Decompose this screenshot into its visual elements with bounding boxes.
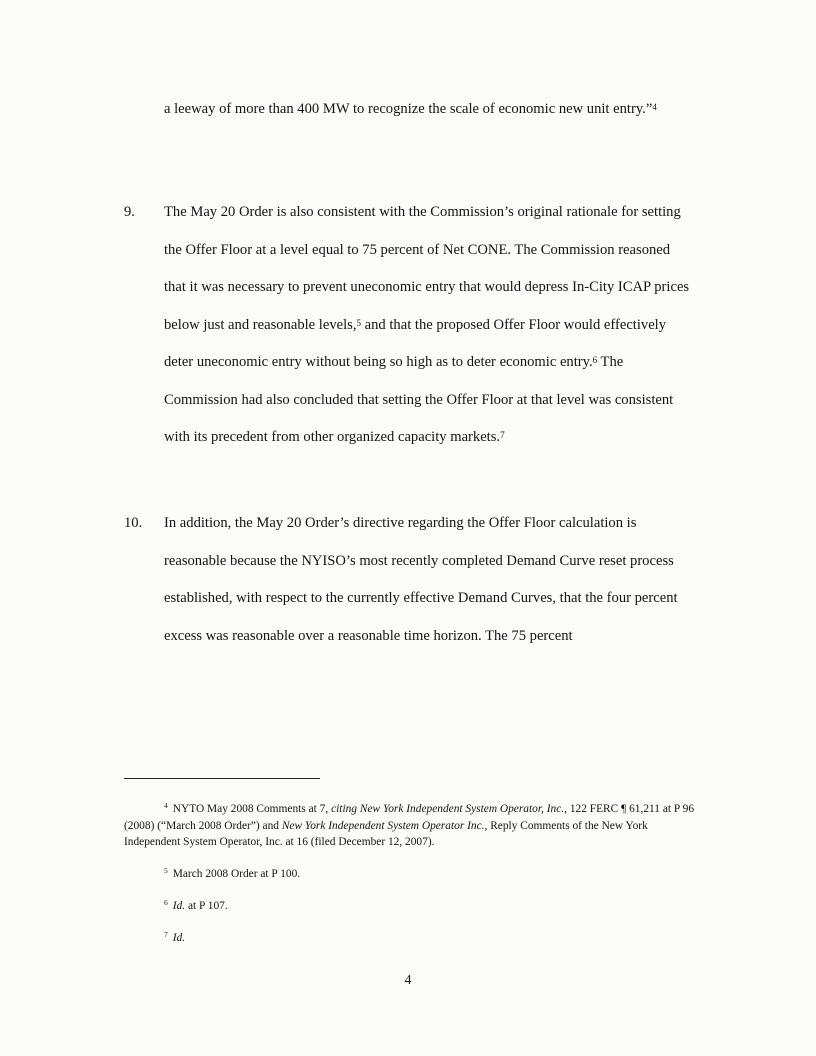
continued-quote-paragraph [124,91,694,129]
paragraph-9-text-3: The Commission had also concluded that setting the Offer Floor at that level was consistent with its precedent from other organized capacity markets. [164,354,674,445]
footnote-separator [124,778,320,779]
footnote-7-mark: 7 [164,930,168,939]
footnote-5-mark: 5 [164,866,168,875]
lead-text: a leeway of more than 400 MW to recognize the scale of economic new unit entry.” [164,101,653,117]
footnote-6-id: Id. [172,900,186,912]
footnote-5 [124,866,744,883]
footnote-5-text: March 2008 Order at P 100. [172,868,301,880]
paragraph-10-text: In addition, the May 20 Order’s directive regarding the Offer Floor calculation is reasonable because the NYISO’s most recently completed Demand Curve reset process established, with respect to the currently effective Demand Curves, that the four percent excess was reasonable over a reasonable time horizon. The 75 percent [164,515,678,644]
footnote-6-mark: 6 [164,898,168,907]
page-number: 4 [404,973,412,988]
footnote-ref-7: 7 [500,430,505,440]
footnote-4 [124,801,704,850]
footnote-4-citing-2: New York Independent System Operator Inc. [281,820,485,832]
paragraph-9 [124,194,694,457]
paragraph-9-text-2: and that the proposed Offer Floor would effectively deter uneconomic entry without being so high as to deter economic entry. [164,316,667,370]
footnote-ref-6: 6 [592,355,598,365]
footnote-4-part-3: , Reply Comments of the New York Independent System Operator, Inc. at 16 (filed December 12, 2007). [124,820,648,848]
paragraph-9-text-1: The May 20 Order is also consistent with the Commission’s original rationale for setting the Offer Floor at a level equal to 75 percent of Net CONE. The Commission reasoned that it was necessary to prevent uneconomic entry that would depress In-City ICAP prices below just and reasonable levels, [164,204,690,333]
footnote-4-mark: 4 [164,801,168,810]
footnote-7 [124,930,744,947]
footnote-6 [124,898,744,915]
footnote-ref-4: 4 [652,102,657,112]
footnote-ref-5: 5 [356,317,361,328]
paragraph-10-number: 10. [124,515,143,531]
paragraph-9-number: 9. [124,204,135,220]
footnote-6-text: at P 107. [185,900,228,912]
paragraph-10 [124,505,694,655]
footnote-7-id: Id. [172,932,186,944]
footnote-4-citing-1: citing New York Independent System Operator, Inc. [331,803,565,815]
footnote-4-part-2: , 122 FERC ¶ 61,211 at P 96 (2008) (“March 2008 Order”) and [124,803,695,832]
footnote-4-part-1: NYTO May 2008 Comments at 7, [172,803,332,815]
